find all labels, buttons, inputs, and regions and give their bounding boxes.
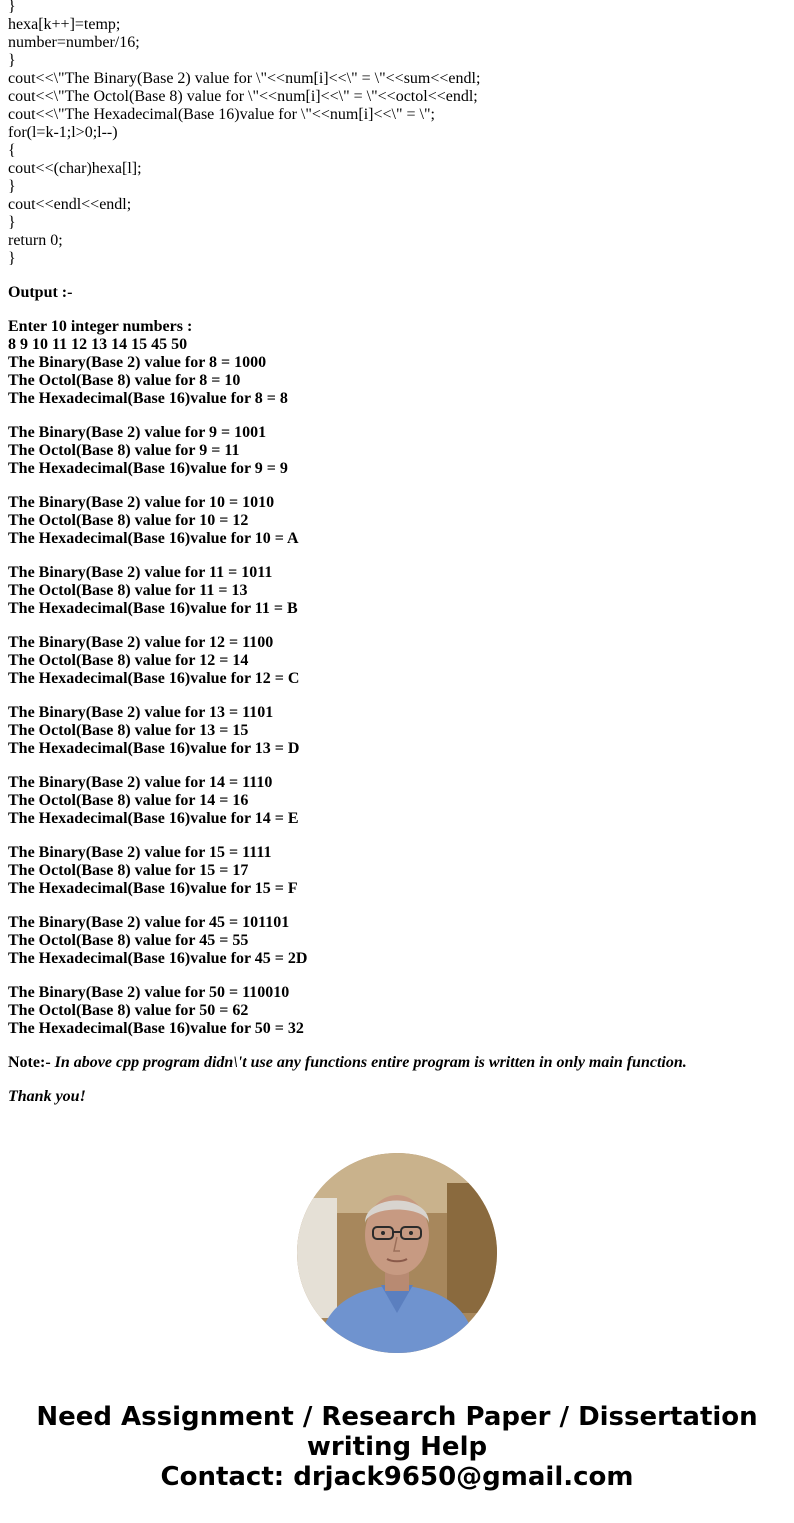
output-block [8, 318, 788, 1038]
hex-result: The Hexadecimal(Base 16)value for 13 = D [8, 740, 300, 757]
hex-result: The Hexadecimal(Base 16)value for 8 = 8 [8, 390, 288, 407]
octal-result: The Octol(Base 8) value for 13 = 15 [8, 722, 249, 739]
octal-result: The Octol(Base 8) value for 10 = 12 [8, 512, 249, 529]
code-line: } [8, 178, 16, 195]
octal-result: The Octol(Base 8) value for 8 = 10 [8, 372, 241, 389]
promo-contact: Contact: drjack9650@gmail.com [160, 1462, 634, 1492]
binary-result: The Binary(Base 2) value for 13 = 1101 [8, 704, 274, 721]
binary-result: The Binary(Base 2) value for 10 = 1010 [8, 494, 275, 511]
code-block [8, 0, 788, 268]
hex-result: The Hexadecimal(Base 16)value for 14 = E [8, 810, 299, 827]
hex-result: The Hexadecimal(Base 16)value for 11 = B [8, 600, 298, 617]
thanks-text: Thank you! [8, 1088, 86, 1105]
result-group [8, 704, 788, 758]
input-line: 8 9 10 11 12 13 14 15 45 50 [8, 336, 188, 353]
photo-left-wall [297, 1198, 337, 1318]
octal-result: The Octol(Base 8) value for 15 = 17 [8, 862, 249, 879]
author-photo-illustration [297, 1153, 497, 1353]
prompt-line: Enter 10 integer numbers : [8, 318, 193, 335]
code-line: cout<<\"The Binary(Base 2) value for \"<<num[i]<<\" = \"<<sum<<endl; [8, 70, 481, 87]
code-line: } [8, 214, 16, 231]
binary-result: The Binary(Base 2) value for 14 = 1110 [8, 774, 273, 791]
code-line: number=number/16; [8, 34, 140, 51]
code-line: } [8, 250, 16, 267]
promo-banner [0, 1402, 794, 1492]
binary-result: The Binary(Base 2) value for 12 = 1100 [8, 634, 274, 651]
binary-result: The Binary(Base 2) value for 9 = 1001 [8, 424, 267, 441]
octal-result: The Octol(Base 8) value for 11 = 13 [8, 582, 248, 599]
result-group [8, 424, 788, 478]
result-group [8, 844, 788, 898]
binary-result: The Binary(Base 2) value for 50 = 110010 [8, 984, 290, 1001]
octal-result: The Octol(Base 8) value for 9 = 11 [8, 442, 240, 459]
code-line: for(l=k-1;l>0;l--) [8, 124, 118, 141]
note-label: Note:- [8, 1054, 55, 1071]
result-group [8, 494, 788, 548]
code-line: cout<<(char)hexa[l]; [8, 160, 142, 177]
binary-result: The Binary(Base 2) value for 8 = 1000 [8, 354, 267, 371]
result-group [8, 634, 788, 688]
octal-result: The Octol(Base 8) value for 12 = 14 [8, 652, 249, 669]
octal-result: The Octol(Base 8) value for 45 = 55 [8, 932, 249, 949]
code-line: hexa[k++]=temp; [8, 16, 121, 33]
code-line: } [8, 0, 16, 15]
code-line: return 0; [8, 232, 63, 249]
hex-result: The Hexadecimal(Base 16)value for 15 = F [8, 880, 298, 897]
result-group [8, 564, 788, 618]
result-group [8, 914, 788, 968]
result-group [8, 354, 788, 408]
photo-carved-panel [447, 1183, 497, 1313]
hex-result: The Hexadecimal(Base 16)value for 45 = 2D [8, 950, 308, 967]
binary-result: The Binary(Base 2) value for 11 = 1011 [8, 564, 273, 581]
code-line: { [8, 142, 16, 159]
promo-line-2: writing Help [306, 1432, 488, 1462]
code-line: cout<<endl<<endl; [8, 196, 132, 213]
document-body [8, 0, 788, 1106]
code-line: } [8, 52, 16, 69]
code-line: cout<<\"The Octol(Base 8) value for \"<<num[i]<<\" = \"<<octol<<endl; [8, 88, 478, 105]
binary-result: The Binary(Base 2) value for 45 = 101101 [8, 914, 290, 931]
octal-result: The Octol(Base 8) value for 50 = 62 [8, 1002, 249, 1019]
right-eye [409, 1231, 413, 1235]
note [8, 1054, 788, 1072]
code-line: cout<<\"The Hexadecimal(Base 16)value for \"<<num[i]<<\" = \"; [8, 106, 435, 123]
promo-line-1: Need Assignment / Research Paper / Dissertation [36, 1402, 758, 1432]
result-group [8, 984, 788, 1038]
note-text: In above cpp program didn\'t use any functions entire program is written in only main function. [54, 1054, 687, 1071]
hex-result: The Hexadecimal(Base 16)value for 12 = C [8, 670, 300, 687]
author-photo [297, 1153, 497, 1353]
output-heading: Output :- [8, 284, 73, 301]
hex-result: The Hexadecimal(Base 16)value for 9 = 9 [8, 460, 288, 477]
hex-result: The Hexadecimal(Base 16)value for 50 = 32 [8, 1020, 304, 1037]
left-eye [381, 1231, 385, 1235]
binary-result: The Binary(Base 2) value for 15 = 1111 [8, 844, 272, 861]
hex-result: The Hexadecimal(Base 16)value for 10 = A [8, 530, 299, 547]
octal-result: The Octol(Base 8) value for 14 = 16 [8, 792, 249, 809]
result-group [8, 774, 788, 828]
